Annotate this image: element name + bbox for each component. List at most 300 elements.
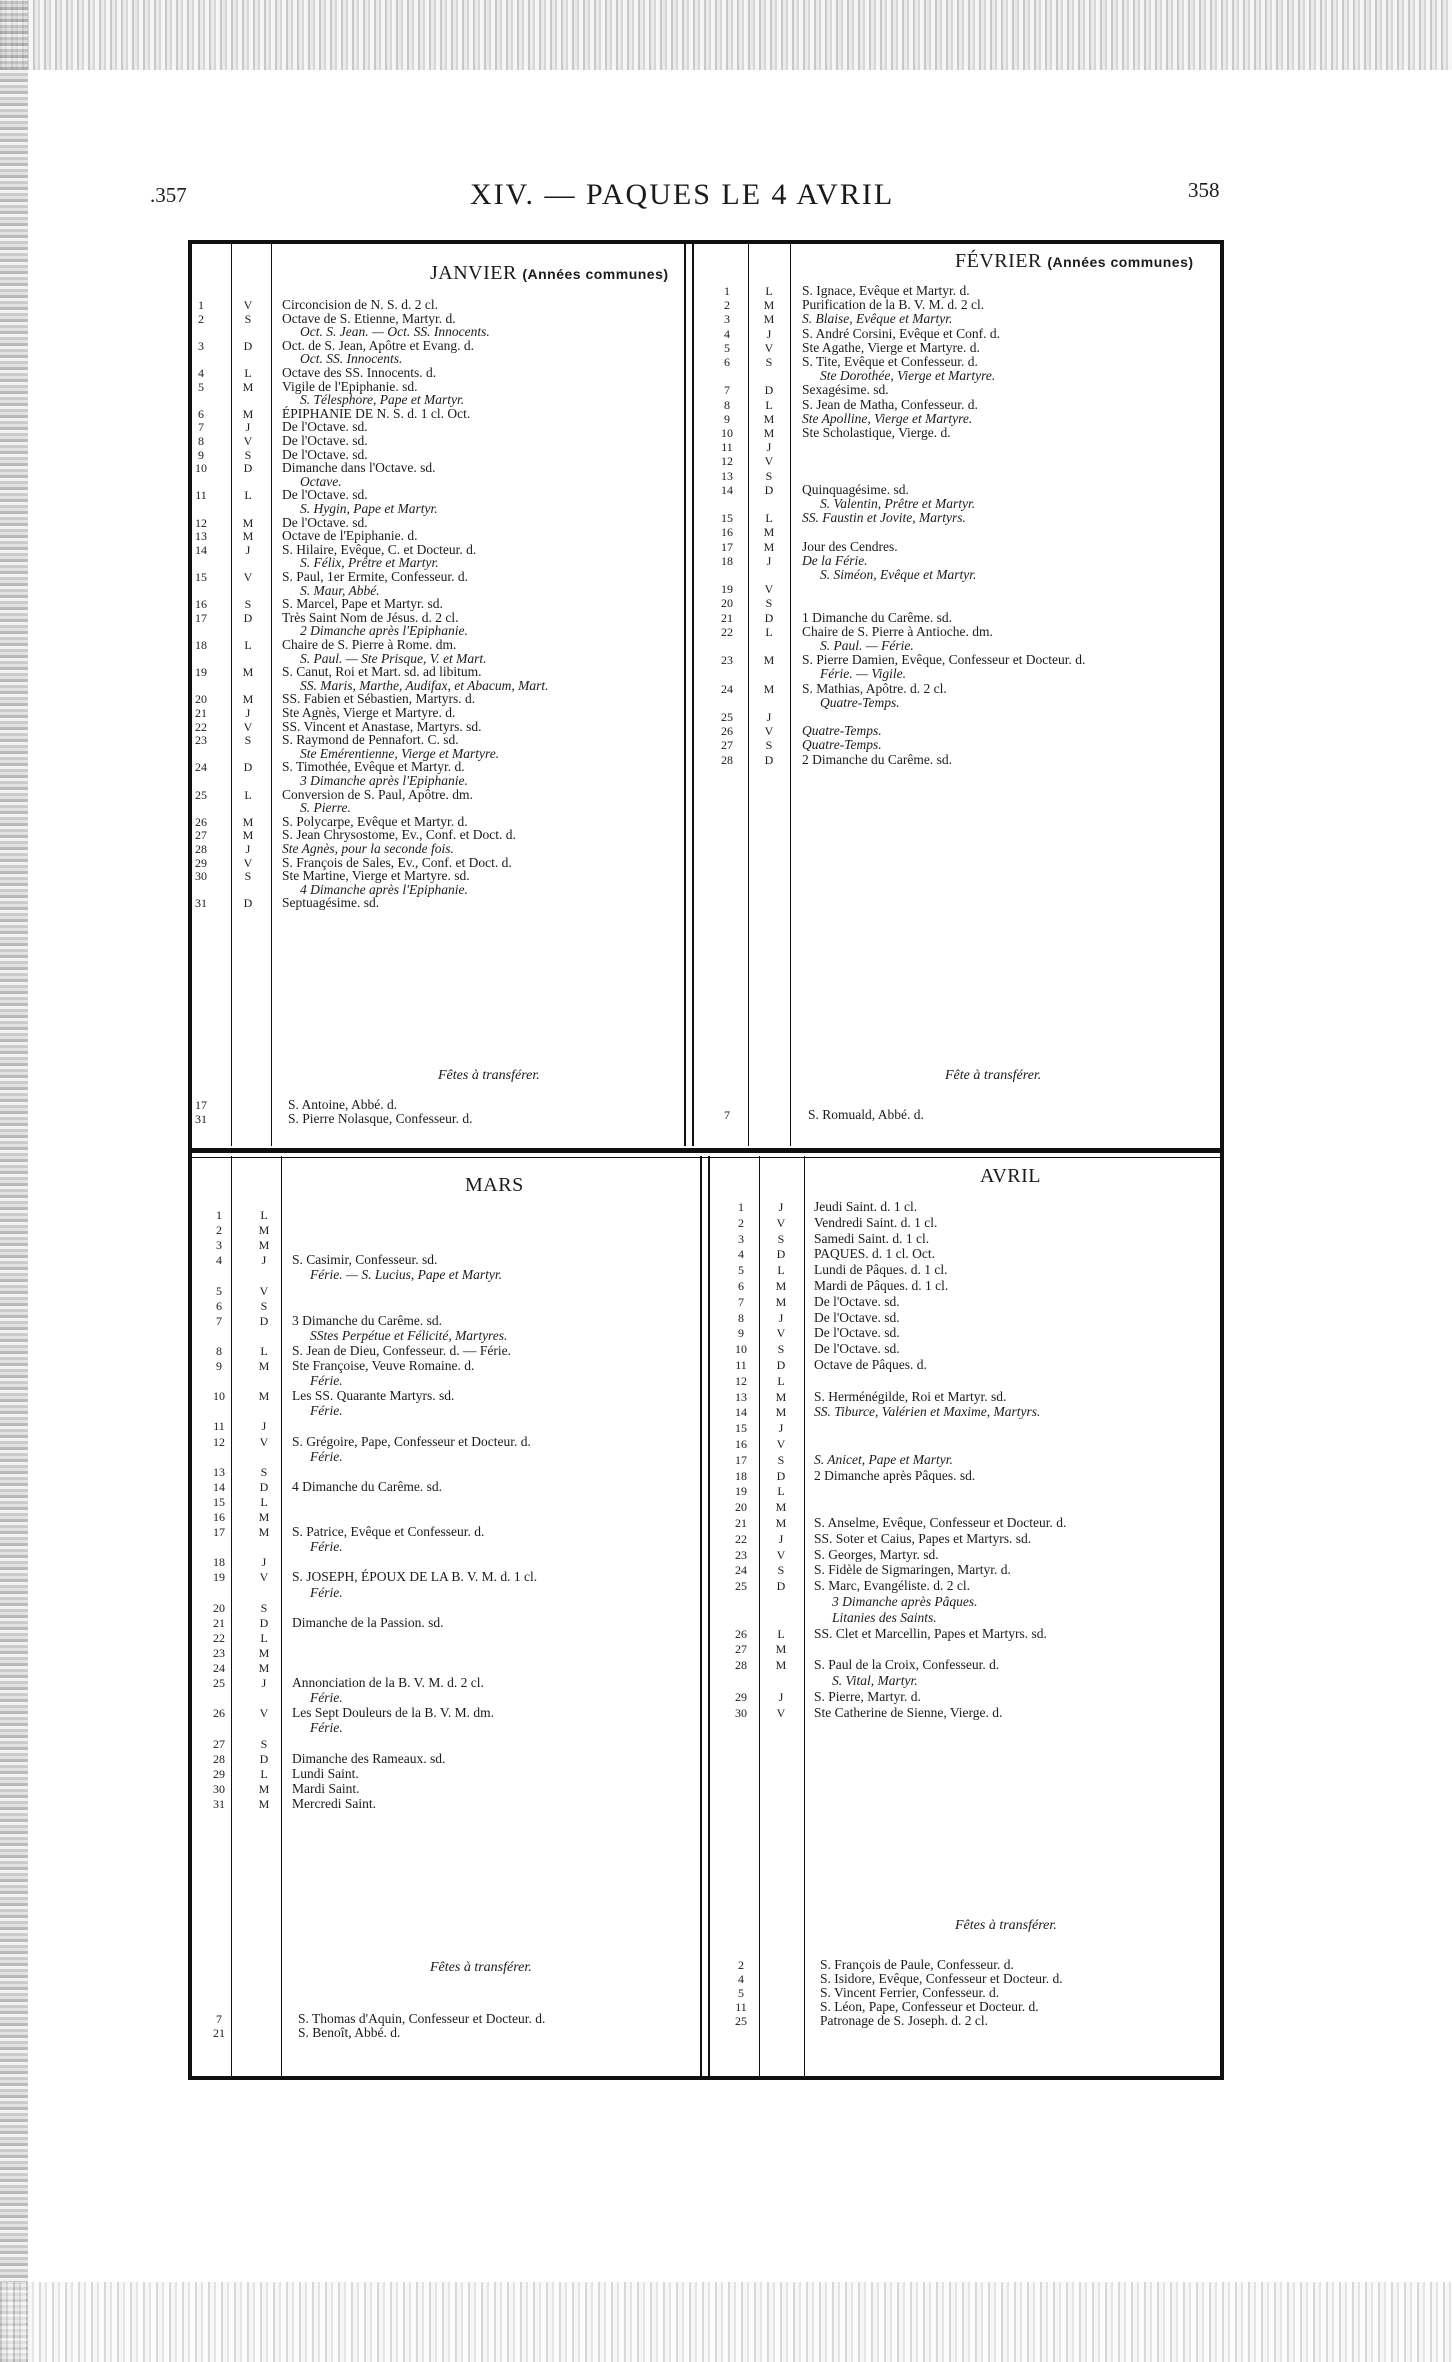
feast-text: Conversion de S. Paul, Apôtre. dm. bbox=[282, 786, 473, 802]
weekday-letter: D bbox=[243, 338, 253, 353]
day-number: 18 bbox=[721, 553, 733, 568]
feast-text: S. Casimir, Confesseur. sd. bbox=[292, 1252, 438, 1268]
weekday-letter: L bbox=[765, 284, 773, 298]
day-number: 22 bbox=[213, 1630, 225, 1645]
weekday-letter: D bbox=[776, 1579, 786, 1594]
transfer-feasts-title: Fête à transférer. bbox=[945, 1068, 1042, 1083]
column-rule bbox=[271, 244, 272, 1146]
day-number: 12 bbox=[213, 1434, 225, 1449]
column-rule bbox=[804, 1156, 805, 2076]
section-divider bbox=[188, 1148, 1224, 1153]
weekday-letter: M bbox=[763, 426, 775, 440]
day-number: 9 bbox=[738, 1326, 744, 1341]
weekday-letter: J bbox=[778, 1689, 784, 1704]
weekday-letter: L bbox=[765, 511, 773, 526]
feast-text: S. Romuald, Abbé. d. bbox=[808, 1107, 924, 1122]
feast-text: S. Polycarpe, Evêque et Martyr. d. bbox=[282, 813, 468, 829]
day-number: 27 bbox=[195, 828, 207, 843]
day-number: 2 bbox=[216, 1223, 222, 1238]
feast-text: S. Georges, Martyr. sd. bbox=[814, 1546, 939, 1562]
feast-text: Férie. — Vigile. bbox=[820, 666, 906, 682]
weekday-letter: V bbox=[259, 1283, 269, 1298]
weekday-letter: V bbox=[776, 1705, 786, 1720]
column-rule bbox=[692, 244, 694, 1146]
feast-text: S. Valentin, Prêtre et Martyr. bbox=[820, 496, 976, 511]
feast-text: Férie. bbox=[310, 1690, 343, 1706]
feast-text: Dimanche de la Passion. sd. bbox=[292, 1614, 444, 1630]
weekday-letter: J bbox=[245, 420, 251, 435]
weekday-letter: M bbox=[763, 653, 775, 668]
day-number: 26 bbox=[735, 1626, 747, 1641]
feast-text: SS. Tiburce, Valérien et Maxime, Martyrs. bbox=[814, 1404, 1041, 1420]
feast-text: De l'Octave. sd. bbox=[814, 1293, 900, 1309]
feast-text: S. Paul de la Croix, Confesseur. d. bbox=[814, 1657, 1000, 1673]
weekday-letter: S bbox=[244, 733, 252, 748]
day-number: 13 bbox=[213, 1464, 225, 1479]
feast-text: 2 Dimanche du Carême. sd. bbox=[802, 751, 952, 767]
weekday-letter: V bbox=[259, 1434, 269, 1449]
column-rule bbox=[684, 244, 686, 1146]
weekday-letter: J bbox=[261, 1676, 267, 1691]
day-number: 15 bbox=[735, 1421, 747, 1436]
feast-text: 3 Dimanche après Pâques. bbox=[832, 1594, 978, 1609]
day-number: 1 bbox=[216, 1208, 222, 1222]
weekday-letter: S bbox=[765, 355, 773, 369]
day-number: 13 bbox=[735, 1389, 747, 1404]
day-number: 30 bbox=[213, 1781, 225, 1796]
day-number: 20 bbox=[213, 1600, 225, 1615]
weekday-letter: D bbox=[776, 1468, 786, 1483]
weekday-letter: J bbox=[261, 1253, 267, 1268]
day-number: 15 bbox=[721, 511, 733, 526]
feast-text: S. Félix, Prêtre et Martyr. bbox=[300, 555, 439, 571]
day-number: 19 bbox=[735, 1484, 747, 1499]
weekday-letter: D bbox=[764, 383, 774, 398]
day-number: 5 bbox=[738, 1263, 744, 1278]
day-number: 15 bbox=[213, 1494, 225, 1509]
day-number: 25 bbox=[735, 2014, 747, 2028]
right-page-number: 358 bbox=[1188, 178, 1220, 202]
feast-text: De l'Octave. sd. bbox=[282, 487, 368, 503]
day-number: 26 bbox=[721, 724, 733, 739]
feast-text: Les Sept Douleurs de la B. V. M. dm. bbox=[292, 1705, 494, 1721]
day-number: 21 bbox=[721, 610, 733, 625]
feast-text: S. Siméon, Evêque et Martyr. bbox=[820, 567, 977, 582]
day-number: 14 bbox=[735, 1405, 747, 1420]
weekday-letter: M bbox=[763, 539, 775, 554]
column-rule bbox=[748, 244, 749, 1146]
feast-text: S. Canut, Roi et Mart. sd. ad libitum. bbox=[282, 664, 482, 680]
feast-text: S. JOSEPH, ÉPOUX DE LA B. V. M. d. 1 cl. bbox=[292, 1569, 538, 1585]
feast-text: Quatre-Temps. bbox=[802, 737, 882, 753]
day-number: 14 bbox=[195, 542, 207, 557]
feast-text: S. Léon, Pape, Confesseur et Docteur. d. bbox=[820, 1999, 1039, 2014]
day-number: 12 bbox=[735, 1373, 747, 1388]
day-number: 7 bbox=[738, 1294, 744, 1309]
feast-text: SS. Fabien et Sébastien, Martyrs. d. bbox=[282, 691, 476, 707]
scan-noise-left bbox=[0, 0, 28, 2362]
day-number: 5 bbox=[738, 1986, 744, 2000]
weekday-letter: J bbox=[261, 1555, 267, 1570]
weekday-letter: L bbox=[260, 1766, 268, 1781]
feast-text: S. Paul, 1er Ermite, Confesseur. d. bbox=[282, 569, 468, 584]
day-number: 11 bbox=[735, 2000, 747, 2014]
column-rule bbox=[708, 1156, 710, 2076]
feast-text: S. Pierre Damien, Evêque, Confesseur et Docteur. d. bbox=[802, 652, 1086, 668]
day-number: 7 bbox=[198, 420, 204, 435]
day-number: 21 bbox=[735, 1516, 747, 1530]
weekday-letter: V bbox=[243, 719, 253, 734]
feast-text: S. Pierre. bbox=[300, 800, 351, 816]
weekday-letter: L bbox=[777, 1373, 785, 1388]
day-number: 17 bbox=[213, 1525, 225, 1540]
feast-text: 3 Dimanche après l'Epiphanie. bbox=[300, 773, 468, 788]
weekday-letter: J bbox=[766, 326, 772, 341]
feast-text: S. Paul. — Férie. bbox=[820, 638, 914, 653]
weekday-letter: V bbox=[764, 724, 774, 739]
column-rule bbox=[790, 244, 791, 1146]
feast-text: PAQUES. d. 1 cl. Oct. bbox=[814, 1246, 936, 1262]
weekday-letter: M bbox=[242, 379, 254, 394]
day-number: 14 bbox=[721, 482, 733, 497]
weekday-letter: J bbox=[766, 553, 772, 568]
day-number: 31 bbox=[195, 1112, 207, 1126]
day-number: 18 bbox=[735, 1468, 747, 1483]
weekday-letter: M bbox=[258, 1645, 270, 1660]
day-number: 4 bbox=[724, 326, 730, 341]
feast-text: Dimanche des Rameaux. sd. bbox=[292, 1750, 446, 1766]
weekday-letter: S bbox=[765, 468, 773, 483]
day-number: 19 bbox=[213, 1570, 225, 1585]
weekday-letter: M bbox=[258, 1223, 270, 1238]
feast-text: SS. Maris, Marthe, Audifax, et Abacum, Mart. bbox=[300, 677, 549, 693]
feast-text: Les SS. Quarante Martyrs. sd. bbox=[292, 1388, 455, 1404]
day-number: 25 bbox=[213, 1676, 225, 1691]
feast-text: De l'Octave. sd. bbox=[814, 1325, 900, 1341]
feast-text: Annonciation de la B. V. M. d. 2 cl. bbox=[292, 1675, 484, 1691]
feast-text: Patronage de S. Joseph. d. 2 cl. bbox=[820, 2013, 988, 2028]
day-number: 25 bbox=[721, 710, 733, 724]
feast-text: S. Pierre, Martyr. d. bbox=[814, 1688, 921, 1704]
day-number: 9 bbox=[216, 1359, 222, 1373]
weekday-letter: M bbox=[775, 1279, 787, 1293]
weekday-letter: M bbox=[258, 1238, 270, 1253]
feast-text: S. Grégoire, Pape, Confesseur et Docteur. d. bbox=[292, 1433, 531, 1449]
feast-text: 1 Dimanche du Carême. sd. bbox=[802, 609, 952, 625]
feast-text: De la Férie. bbox=[802, 552, 868, 568]
feast-text: S. Herménégilde, Roi et Martyr. sd. bbox=[814, 1388, 1007, 1404]
feast-text: Lundi Saint. bbox=[292, 1765, 359, 1781]
feast-text: Circoncision de N. S. d. 2 cl. bbox=[282, 297, 438, 312]
feast-text: De l'Octave. sd. bbox=[814, 1341, 900, 1357]
feast-text: Purification de la B. V. M. d. 2 cl. bbox=[802, 297, 985, 313]
day-number: 5 bbox=[724, 340, 730, 355]
weekday-letter: S bbox=[765, 596, 773, 611]
weekday-letter: M bbox=[763, 681, 775, 696]
weekday-letter: M bbox=[775, 1642, 787, 1657]
day-number: 29 bbox=[213, 1766, 225, 1781]
day-number: 17 bbox=[721, 539, 733, 554]
month-title-avril: AVRIL bbox=[980, 1165, 1042, 1187]
weekday-letter: D bbox=[259, 1751, 269, 1766]
weekday-letter: M bbox=[258, 1661, 270, 1675]
weekday-letter: M bbox=[775, 1516, 787, 1530]
feast-text: Mardi Saint. bbox=[292, 1780, 360, 1796]
day-number: 13 bbox=[721, 468, 733, 483]
day-number: 24 bbox=[721, 681, 733, 696]
feast-text: Octave de Pâques. d. bbox=[814, 1357, 927, 1372]
weekday-letter: L bbox=[260, 1494, 268, 1509]
day-number: 25 bbox=[195, 787, 207, 802]
weekday-letter: D bbox=[776, 1247, 786, 1262]
day-number: 17 bbox=[195, 1098, 207, 1112]
day-number: 2 bbox=[724, 298, 730, 313]
day-number: 18 bbox=[213, 1555, 225, 1570]
feast-text: Férie. bbox=[310, 1539, 343, 1555]
weekday-letter: M bbox=[775, 1389, 787, 1404]
feast-text: S. Vincent Ferrier, Confesseur. d. bbox=[820, 1985, 1000, 2000]
weekday-letter: M bbox=[775, 1658, 787, 1673]
feast-text: Sexagésime. sd. bbox=[802, 382, 889, 398]
feast-text: Férie. bbox=[310, 1373, 343, 1389]
day-number: 10 bbox=[195, 461, 207, 476]
feast-text: SStes Perpétue et Félicité, Martyres. bbox=[310, 1327, 508, 1343]
day-number: 17 bbox=[195, 610, 207, 625]
day-number: 10 bbox=[213, 1389, 225, 1404]
weekday-letter: J bbox=[766, 710, 772, 724]
feast-text: S. Timothée, Evêque et Martyr. d. bbox=[282, 759, 465, 775]
column-rule bbox=[759, 1156, 760, 2076]
feast-text: S. François de Sales, Ev., Conf. et Doct. d. bbox=[282, 854, 512, 870]
feast-text: S. Marc, Evangéliste. d. 2 cl. bbox=[814, 1578, 970, 1594]
weekday-letter: V bbox=[243, 570, 253, 584]
feast-text: S. Raymond de Pennafort. C. sd. bbox=[282, 732, 459, 748]
feast-text: De l'Octave. sd. bbox=[282, 433, 368, 448]
feast-text: Ste Agathe, Vierge et Martyre. d. bbox=[802, 339, 980, 355]
day-number: 23 bbox=[721, 653, 733, 668]
weekday-letter: D bbox=[259, 1615, 269, 1630]
day-number: 2 bbox=[198, 311, 204, 326]
month-title-fevrier: FÉVRIER (Années communes) bbox=[955, 250, 1194, 272]
weekday-letter: S bbox=[777, 1231, 785, 1246]
weekday-letter: M bbox=[258, 1359, 270, 1373]
feast-text: Férie. — S. Lucius, Pape et Martyr. bbox=[310, 1267, 502, 1283]
weekday-letter: L bbox=[765, 397, 773, 412]
weekday-letter: D bbox=[764, 610, 774, 625]
weekday-letter: L bbox=[777, 1626, 785, 1641]
feast-text: 2 Dimanche après Pâques. sd. bbox=[814, 1467, 976, 1483]
day-number: 31 bbox=[195, 896, 207, 911]
feast-text: Lundi de Pâques. d. 1 cl. bbox=[814, 1262, 948, 1278]
day-number: 12 bbox=[195, 515, 207, 530]
feast-text: S. Benoît, Abbé. d. bbox=[298, 2025, 401, 2040]
weekday-letter: L bbox=[244, 638, 252, 652]
weekday-letter: D bbox=[764, 482, 774, 497]
weekday-letter: J bbox=[778, 1531, 784, 1546]
day-number: 24 bbox=[735, 1563, 747, 1578]
day-number: 17 bbox=[735, 1452, 747, 1467]
day-number: 18 bbox=[195, 638, 207, 652]
weekday-letter: S bbox=[244, 447, 252, 462]
day-number: 2 bbox=[738, 1958, 744, 1972]
feast-text: S. Patrice, Evêque et Confesseur. d. bbox=[292, 1524, 485, 1540]
day-number: 15 bbox=[195, 570, 207, 584]
feast-text: Jour des Cendres. bbox=[802, 538, 898, 554]
weekday-letter: J bbox=[778, 1310, 784, 1325]
day-number: 26 bbox=[213, 1706, 225, 1721]
weekday-letter: M bbox=[242, 515, 254, 530]
day-number: 19 bbox=[721, 582, 733, 597]
day-number: 24 bbox=[213, 1661, 225, 1675]
feast-text: S. Vital, Martyr. bbox=[832, 1673, 918, 1688]
weekday-letter: D bbox=[243, 760, 253, 775]
day-number: 11 bbox=[721, 440, 733, 455]
weekday-letter: M bbox=[242, 828, 254, 843]
feast-text: S. Mathias, Apôtre. d. 2 cl. bbox=[802, 680, 947, 696]
feast-text: S. André Corsini, Evêque et Conf. d. bbox=[802, 325, 1000, 341]
weekday-letter: M bbox=[763, 312, 775, 327]
day-number: 23 bbox=[735, 1547, 747, 1562]
feast-text: 3 Dimanche du Carême. sd. bbox=[292, 1312, 442, 1328]
day-number: 21 bbox=[213, 1615, 225, 1630]
feast-text: Chaire de S. Pierre à Rome. dm. bbox=[282, 637, 457, 652]
day-number: 24 bbox=[195, 760, 207, 775]
feast-text: 4 Dimanche du Carême. sd. bbox=[292, 1478, 442, 1494]
month-subtitle: (Années communes) bbox=[522, 266, 669, 282]
transfer-feasts-title: Fêtes à transférer. bbox=[438, 1068, 540, 1083]
feast-text: Ste Apolline, Vierge et Martyre. bbox=[802, 410, 973, 426]
feast-text: S. Maur, Abbé. bbox=[300, 582, 380, 598]
day-number: 10 bbox=[721, 426, 733, 440]
weekday-letter: M bbox=[258, 1781, 270, 1796]
day-number: 4 bbox=[738, 1972, 744, 1986]
feast-text: Jeudi Saint. d. 1 cl. bbox=[814, 1199, 918, 1214]
feast-text: Quinquagésime. sd. bbox=[802, 481, 909, 497]
day-number: 1 bbox=[198, 298, 204, 312]
day-number: 3 bbox=[216, 1238, 222, 1253]
day-number: 3 bbox=[198, 338, 204, 353]
scan-noise-bottom bbox=[0, 2282, 1452, 2362]
feast-text: Oct. SS. Innocents. bbox=[300, 351, 403, 367]
feast-text: S. Pierre Nolasque, Confesseur. d. bbox=[288, 1111, 473, 1126]
day-number: 1 bbox=[724, 284, 730, 298]
month-title-janvier: JANVIER (Années communes) bbox=[430, 262, 669, 284]
transfer-feasts-title: Fêtes à transférer. bbox=[430, 1960, 532, 1975]
weekday-letter: V bbox=[243, 298, 253, 312]
feast-text: Oct. de S. Jean, Apôtre et Evang. d. bbox=[282, 337, 474, 353]
feast-text: Octave. bbox=[300, 473, 342, 489]
day-number: 30 bbox=[735, 1705, 747, 1720]
day-number: 12 bbox=[721, 454, 733, 469]
day-number: 29 bbox=[195, 855, 207, 870]
weekday-letter: V bbox=[259, 1570, 269, 1585]
day-number: 23 bbox=[195, 733, 207, 748]
weekday-letter: L bbox=[260, 1343, 268, 1358]
weekday-letter: M bbox=[763, 298, 775, 313]
weekday-letter: V bbox=[776, 1437, 786, 1451]
weekday-letter: L bbox=[765, 624, 773, 639]
weekday-letter: S bbox=[260, 1600, 268, 1615]
day-number: 5 bbox=[198, 379, 204, 394]
weekday-letter: V bbox=[776, 1547, 786, 1562]
feast-text: S. Anselme, Evêque, Confesseur et Docteur. d. bbox=[814, 1515, 1067, 1530]
weekday-letter: M bbox=[258, 1796, 270, 1811]
day-number: 31 bbox=[213, 1796, 225, 1811]
day-number: 1 bbox=[738, 1200, 744, 1214]
weekday-letter: S bbox=[260, 1736, 268, 1751]
weekday-letter: J bbox=[778, 1421, 784, 1436]
day-number: 2 bbox=[738, 1215, 744, 1230]
feast-text: S. Jean de Matha, Confesseur. d. bbox=[802, 396, 978, 412]
feast-text: Férie. bbox=[310, 1584, 343, 1600]
weekday-letter: L bbox=[244, 488, 252, 503]
feast-text: Ste Emérentienne, Vierge et Martyre. bbox=[300, 745, 500, 761]
feast-text: Octave de l'Epiphanie. d. bbox=[282, 528, 418, 544]
feast-text: Ste Françoise, Veuve Romaine. d. bbox=[292, 1358, 475, 1373]
feast-text: S. Isidore, Evêque, Confesseur et Docteur. d. bbox=[820, 1971, 1063, 1986]
day-number: 11 bbox=[735, 1358, 747, 1372]
weekday-letter: V bbox=[243, 855, 253, 870]
feast-text: 4 Dimanche après l'Epiphanie. bbox=[300, 881, 468, 897]
weekday-letter: S bbox=[260, 1464, 268, 1479]
weekday-letter: S bbox=[260, 1298, 268, 1313]
weekday-letter: L bbox=[244, 366, 252, 380]
feast-text: Oct. S. Jean. — Oct. SS. Innocents. bbox=[300, 324, 490, 340]
weekday-letter: D bbox=[259, 1479, 269, 1494]
weekday-letter: M bbox=[242, 665, 254, 680]
day-number: 22 bbox=[735, 1531, 747, 1546]
weekday-letter: J bbox=[245, 842, 251, 856]
feast-text: S. Tite, Evêque et Confesseur. d. bbox=[802, 354, 978, 369]
feast-text: Ste Agnès, pour la seconde fois. bbox=[282, 841, 454, 856]
day-number: 4 bbox=[198, 366, 204, 380]
feast-text: S. Jean de Dieu, Confesseur. d. — Férie. bbox=[292, 1342, 511, 1358]
feast-text: Quatre-Temps. bbox=[820, 694, 900, 710]
weekday-letter: S bbox=[777, 1563, 785, 1578]
feast-text: SS. Faustin et Jovite, Martyrs. bbox=[802, 510, 966, 526]
weekday-letter: L bbox=[244, 787, 252, 802]
feast-text: Ste Catherine de Sienne, Vierge. d. bbox=[814, 1704, 1003, 1720]
transfer-feasts-title: Fêtes à transférer. bbox=[955, 1918, 1057, 1933]
weekday-letter: V bbox=[764, 582, 774, 597]
day-number: 16 bbox=[195, 597, 207, 612]
feast-text: Litanies des Saints. bbox=[832, 1609, 937, 1625]
weekday-letter: M bbox=[775, 1294, 787, 1309]
weekday-letter: M bbox=[763, 411, 775, 426]
weekday-letter: M bbox=[242, 692, 254, 707]
day-number: 20 bbox=[195, 692, 207, 707]
feast-text: Septuagésime. sd. bbox=[282, 895, 380, 911]
feast-text: Chaire de S. Pierre à Antioche. dm. bbox=[802, 623, 993, 639]
day-number: 23 bbox=[213, 1645, 225, 1660]
weekday-letter: S bbox=[777, 1452, 785, 1467]
feast-text: S. Anicet, Pape et Martyr. bbox=[814, 1451, 953, 1467]
day-number: 28 bbox=[721, 752, 733, 767]
day-number: 22 bbox=[721, 624, 733, 639]
feast-text: S. Blaise, Evêque et Martyr. bbox=[802, 311, 953, 327]
weekday-letter: S bbox=[777, 1342, 785, 1357]
day-number: 30 bbox=[195, 869, 207, 884]
day-number: 22 bbox=[195, 719, 207, 734]
feast-text: Ste Martine, Vierge et Martyre. sd. bbox=[282, 868, 470, 884]
feast-text: Ste Agnès, Vierge et Martyre. d. bbox=[282, 705, 456, 720]
feast-text: S. Marcel, Pape et Martyr. sd. bbox=[282, 596, 443, 612]
weekday-letter: D bbox=[259, 1313, 269, 1328]
day-number: 20 bbox=[735, 1500, 747, 1515]
day-number: 20 bbox=[721, 596, 733, 611]
feast-text: S. François de Paule, Confesseur. d. bbox=[820, 1957, 1014, 1972]
day-number: 7 bbox=[216, 1313, 222, 1328]
